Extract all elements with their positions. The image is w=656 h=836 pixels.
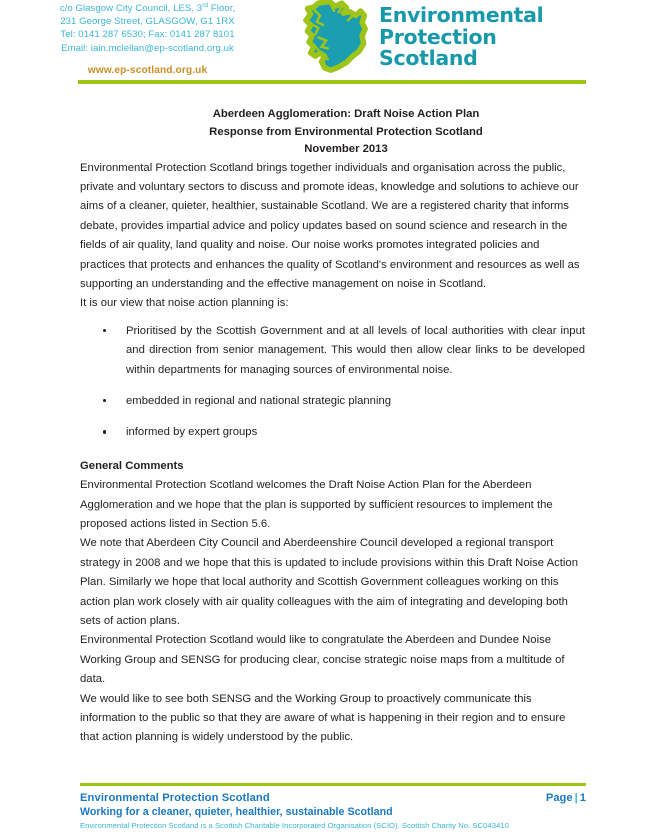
general-comments-paragraph-1: Environmental Protection Scotland welcomes the Draft Noise Action Plan for the Aberdeen Agglomeration and we hope that the plan is supported by sufficient resources to implement the proposed actions listed in Section 5.6. [80, 479, 553, 530]
list-item [80, 392, 586, 411]
intro-paragraph: Environmental Protection Scotland brings together individuals and organisation across the public, private and voluntary sectors to discuss and promote ideas, knowledge and solutions to achieve our aims of a cleaner, quieter, healthier, sustainable Scotland. We are a registered charity that informs debate, provides impartial advice and policy updates based on sound science and research in the fields of air quality, land quality and noise. Our noise works promotes integrated policies and practices that protects and enhances the quality of Scotland's environment and resources as well as supporting an understanding and the effective management on noise in Scotland. [80, 161, 580, 290]
title-line-1: Aberdeen Agglomeration: Draft Noise Action Plan [212, 108, 480, 120]
list-item [80, 423, 586, 442]
general-comments-paragraph-3: Environmental Protection Scotland would like to congratulate the Aberdeen and Dundee Noise Working Group and SENSG for producing clear, concise strategic noise maps from a multitude of data. [80, 634, 565, 686]
bullet-dot-icon [103, 329, 106, 332]
page-label: Page [545, 792, 573, 804]
address-line-2: 231 George Street, GLASGOW, G1 1RX [60, 16, 235, 28]
list-item-text: informed by expert groups [126, 426, 258, 439]
address-ordinal: rd [202, 1, 209, 9]
logo-wordmark [379, 0, 543, 70]
list-item-text: Prioritised by the Scottish Government and at all levels of local authorities with clear input and direction from senior management. This would then allow clear links to be developed within departments for managing sources of environmental noise. [126, 324, 585, 376]
list-item [80, 322, 586, 380]
footer-organisation: Environmental Protection Scotland [80, 792, 270, 804]
view-lead-in: It is our view that noise action planning is: [80, 297, 289, 310]
page-number: 1 [579, 792, 586, 804]
footer-charity-note: Environmental Protection Scotland is a Scottish Charitable Incorporated Organisation (SCIO). Scottish Charity No. SC043410 [80, 821, 509, 830]
title-line-2: Response from Environmental Protection Scotland [209, 125, 483, 138]
header-divider [78, 80, 586, 84]
document-body [0, 106, 656, 748]
footer-divider [80, 783, 586, 786]
page-separator: | [574, 792, 578, 804]
document-title [80, 106, 586, 159]
view-bullet-list [80, 322, 586, 443]
list-item-text: embedded in regional and national strategic planning [126, 394, 392, 407]
scotland-map-icon [295, 0, 373, 78]
letterhead [0, 0, 656, 88]
general-comments-paragraph-4: We would like to see both SENSG and the Working Group to proactively communicate this information to the public so that they are aware of what is happening in their region and to ensure that action planning is widely understood by the public. [80, 692, 566, 744]
website-link[interactable]: www.ep-scotland.org.uk [87, 64, 208, 76]
page-number-indicator [546, 792, 586, 804]
general-comments-heading: General Comments [80, 459, 184, 472]
telephone-line: Tel: 0141 287 6530; Fax: 0141 287 8101 [60, 29, 235, 41]
general-comments-paragraph-2: We note that Aberdeen City Council and Aberdeenshire Council developed a regional transport strategy in 2008 and we hope that this is updated to include provisions within this Draft Noise Action Plan. Similarly we hope that local authority and Scottish Government colleagues working on this action plan work closely with air quality colleagues with the aim of integrating and developing both sets of action plans. [80, 537, 578, 628]
logo-line-1: Environmental [379, 3, 544, 27]
title-line-3: November 2013 [304, 143, 388, 155]
address-line-1-tail: Floor, [208, 3, 236, 14]
page-footer [0, 783, 656, 830]
logo-line-3: Scotland [379, 46, 478, 70]
address-line-1 [0, 2, 295, 15]
footer-tagline: Working for a cleaner, quieter, healthier, sustainable Scotland [80, 806, 393, 818]
email-line[interactable]: Email: iain.mclellan@ep-scotland.org.uk [61, 42, 234, 54]
address-line-1-text: c/o Glasgow City Council, LES, 3 [59, 3, 203, 14]
contact-block [0, 0, 295, 76]
bullet-dot-icon [103, 399, 106, 402]
organisation-logo [295, 0, 543, 78]
logo-line-2: Protection [379, 24, 497, 49]
bullet-dot-icon [103, 430, 106, 433]
